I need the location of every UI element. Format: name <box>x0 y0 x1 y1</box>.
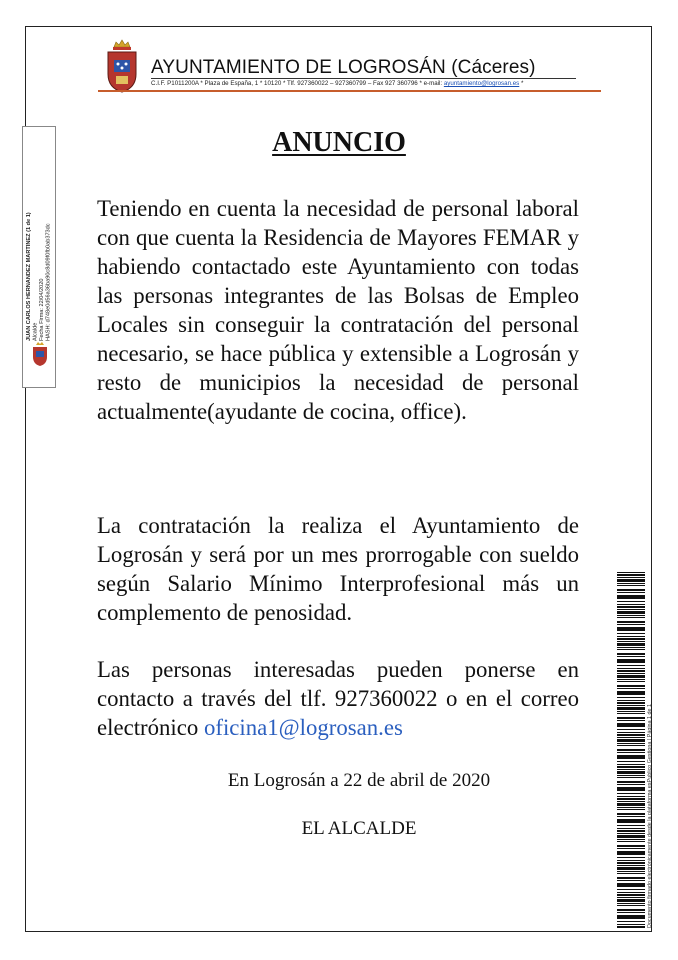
mini-coat-of-arms-icon <box>31 341 49 367</box>
date-line: En Logrosán a 22 de abril de 2020 <box>227 770 491 791</box>
barcode-icon <box>617 572 645 928</box>
header-contact <box>151 80 523 87</box>
paragraph-3 <box>97 655 579 742</box>
header-contact-text: C.I.F. P1011200A * Plaza de España, 1 * 10120 * Tlf. 927360022 – 927360799 – Fax 927 360796 * e-mail: <box>151 80 444 87</box>
signature-strip-text <box>26 131 54 341</box>
header-rule <box>151 78 576 79</box>
header-title: AYUNTAMIENTO DE LOGROSÁN (Cáceres) <box>151 57 536 78</box>
signature-line: EL ALCALDE <box>301 818 417 839</box>
signature-hash: HASH: d748e0d56a36ba90c8d09f0fb0ab373dc <box>45 223 52 341</box>
barcode-note: Documento firmado electrónicamente desde la plataforma esPublico Gestiona | Página 1 de 1 <box>647 703 653 928</box>
page-frame <box>25 26 652 932</box>
document-title-text: ANUNCIO <box>272 127 406 158</box>
coat-of-arms-icon <box>104 38 140 94</box>
paragraph-1: Teniendo en cuenta la necesidad de personal laboral con que cuenta la Residencia de Mayores FEMAR y habiendo contactado este Ayuntamiento con todas las personas integrantes de las Bolsas de Empleo Locales sin conseguir la contratación del personal necesario, se hace pública y extensible a Logrosán y resto de municipios la necesidad de personal actualmente(ayudante de cocina, office). <box>97 196 579 424</box>
document-title <box>0 127 678 159</box>
header-contact-email[interactable]: ayuntamiento@logrosan.es <box>443 80 520 87</box>
signer-name: JUAN CARLOS HERNANDEZ MARTINEZ (1 de 1) <box>26 212 32 341</box>
contact-email-link[interactable]: oficina1@logrosan.es <box>203 715 403 740</box>
paragraph-2: La contratación la realiza el Ayuntamiento de Logrosán y será por un mes prorrogable con sueldo según Salario Mínimo Interprofesional más un complemento de penosidad. <box>97 513 579 625</box>
header-accent-rule <box>98 90 601 92</box>
header-contact-end: * <box>519 80 524 87</box>
paragraph-3-text: Las personas interesadas pueden ponerse en contacto a través del tlf. 927360022 o en el correo electrónico <box>97 657 579 740</box>
signature-date: Fecha Firma: 22/04/2020 <box>39 278 45 341</box>
signer-role: Alcalde <box>32 322 39 341</box>
digital-signature-strip <box>22 126 56 388</box>
